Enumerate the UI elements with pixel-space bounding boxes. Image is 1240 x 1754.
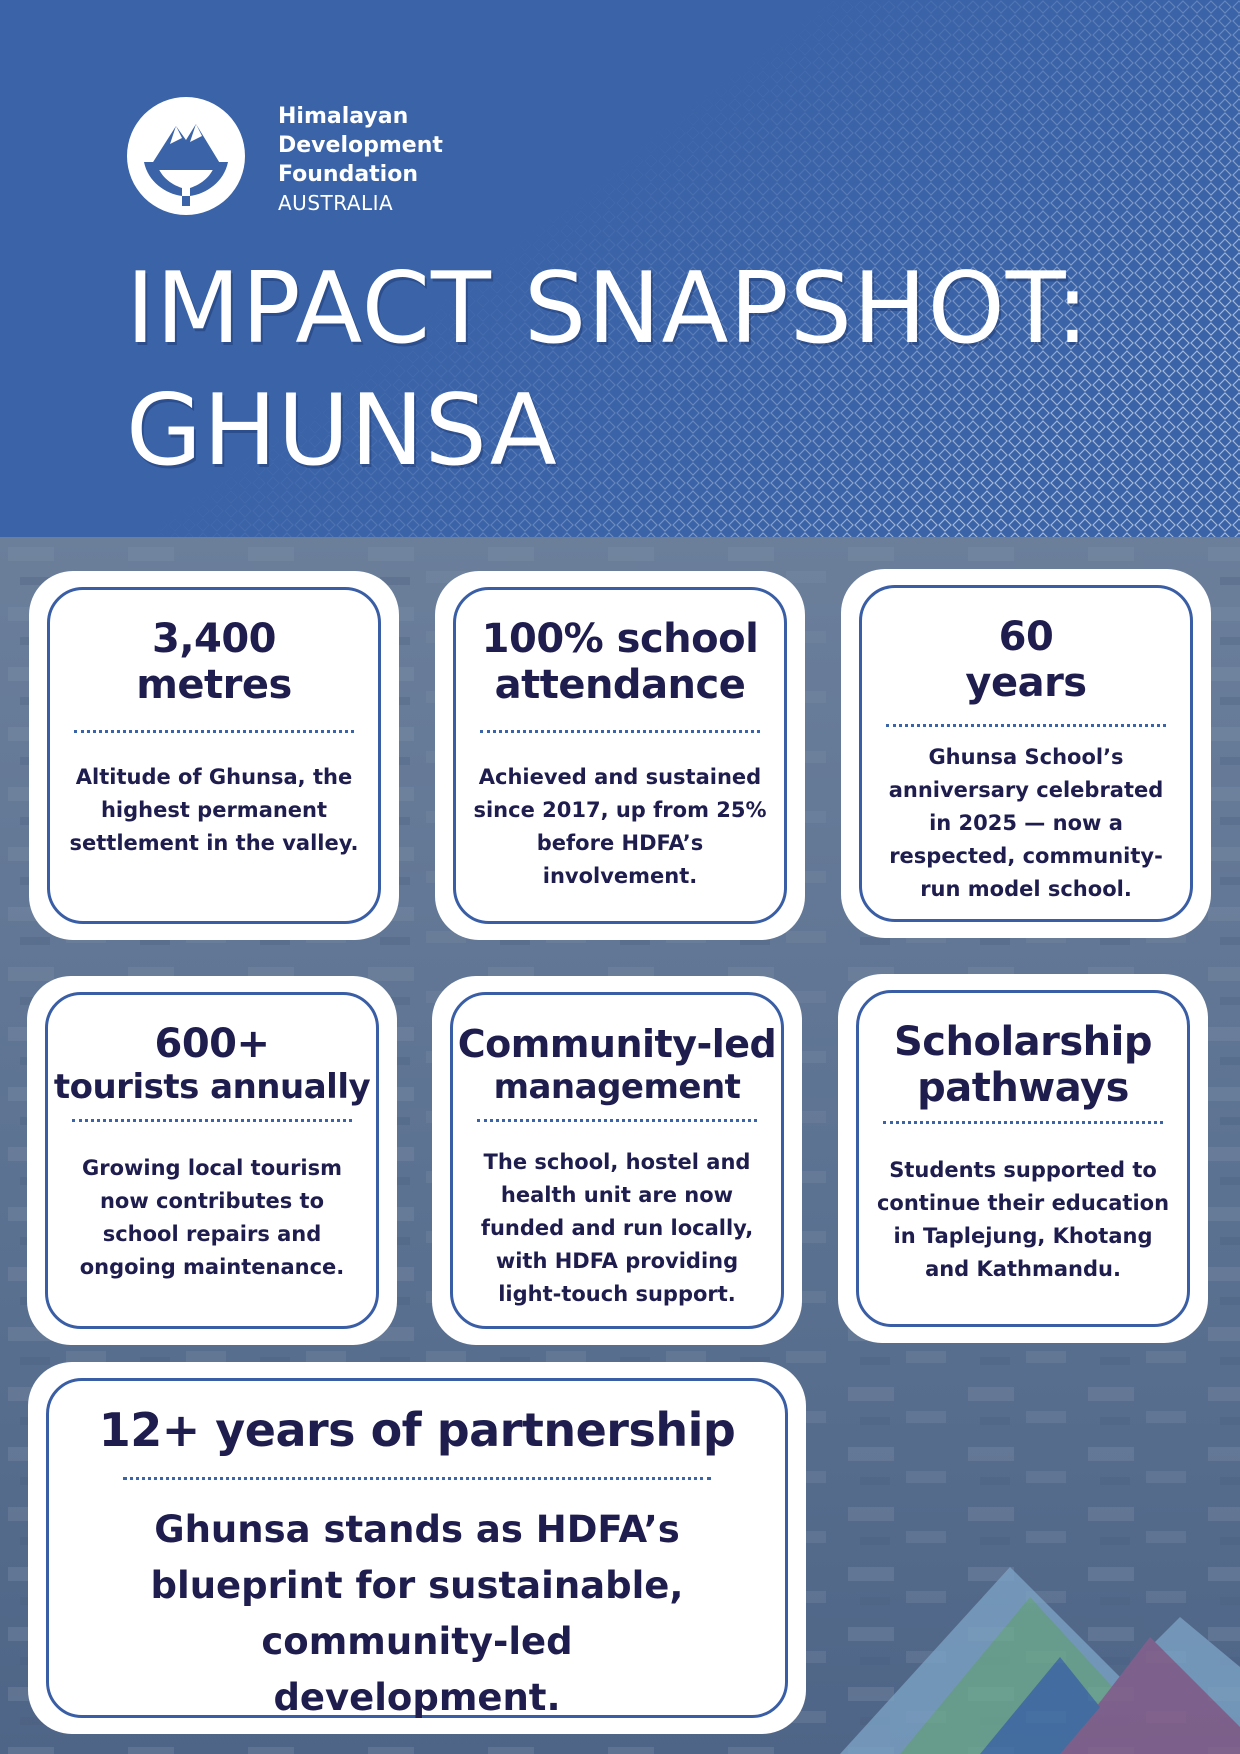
title-line-1: IMPACT SNAPSHOT:	[126, 252, 1090, 366]
card-description: Altitude of Ghunsa, the highest permanent settlement in the valley.	[69, 765, 359, 855]
card-description: The school, hostel and health unit are now funded and run locally, with HDFA providing light-touch support.	[480, 1150, 754, 1306]
card-stat	[136, 616, 292, 708]
dotted-divider	[886, 724, 1166, 727]
dotted-divider	[477, 1119, 757, 1122]
feature-stat: 12+ years of partnership	[98, 1403, 736, 1457]
card-inner	[856, 990, 1190, 1327]
feature-description: Ghunsa stands as HDFA’s blueprint for sustainable, community-led development.	[150, 1508, 684, 1719]
card-stat	[458, 1021, 777, 1107]
stat-line-1: 3,400	[151, 616, 277, 662]
card-inner	[450, 992, 784, 1329]
card-stat	[54, 1021, 370, 1107]
stat-card-management	[432, 976, 802, 1345]
dotted-divider	[480, 730, 760, 733]
stat-card-attendance	[435, 571, 805, 940]
stat-line-1: Community-led	[457, 1022, 777, 1066]
card-description: Growing local tourism now contributes to school repairs and ongoing maintenance.	[79, 1156, 345, 1279]
dotted-divider	[74, 730, 354, 733]
stat-line-2: pathways	[917, 1065, 1129, 1111]
organization-name	[278, 102, 443, 218]
org-line-2: Development	[278, 133, 443, 158]
card-inner	[45, 992, 379, 1329]
stat-line-2: years	[965, 660, 1087, 706]
card-stat	[482, 616, 759, 708]
stat-line-2: management	[493, 1067, 741, 1107]
stat-line-2: attendance	[494, 662, 746, 708]
stat-line-2: metres	[136, 662, 292, 708]
feature-card-partnership	[28, 1362, 806, 1734]
card-stat	[965, 614, 1086, 706]
card-inner	[46, 1378, 788, 1718]
hdfa-logo	[126, 96, 246, 216]
stat-card-altitude	[29, 571, 399, 940]
card-description: Achieved and sustained since 2017, up from 25% before HDFA’s involvement.	[473, 765, 767, 888]
card-inner	[453, 587, 787, 924]
stat-card-tourists	[27, 976, 397, 1345]
dotted-divider	[72, 1119, 352, 1122]
stat-line-1: Scholarship	[893, 1019, 1153, 1065]
stat-line-1: 600+	[154, 1021, 270, 1067]
header-banner	[0, 0, 1240, 537]
stat-line-1: 60	[998, 614, 1054, 660]
org-line-3: Foundation	[278, 162, 419, 187]
dotted-divider	[123, 1477, 711, 1480]
stat-line-2: tourists annually	[53, 1067, 371, 1107]
card-inner	[859, 585, 1193, 922]
card-description: Ghunsa School’s anniversary celebrated in 2025 — now a respected, community-run model school.	[888, 745, 1164, 901]
card-inner	[47, 587, 381, 924]
title-line-2: GHUNSA	[126, 374, 558, 488]
stat-card-scholarship	[838, 974, 1208, 1343]
card-description: Students supported to continue their education in Taplejung, Khotang and Kathmandu.	[876, 1158, 1170, 1281]
org-line-1: Himalayan	[278, 104, 409, 129]
org-country: AUSTRALIA	[278, 191, 394, 215]
dotted-divider	[883, 1121, 1163, 1124]
page-title	[126, 248, 1090, 492]
card-stat	[894, 1019, 1152, 1111]
stat-line-1: 100% school	[481, 616, 759, 662]
stat-card-anniversary	[841, 569, 1211, 938]
